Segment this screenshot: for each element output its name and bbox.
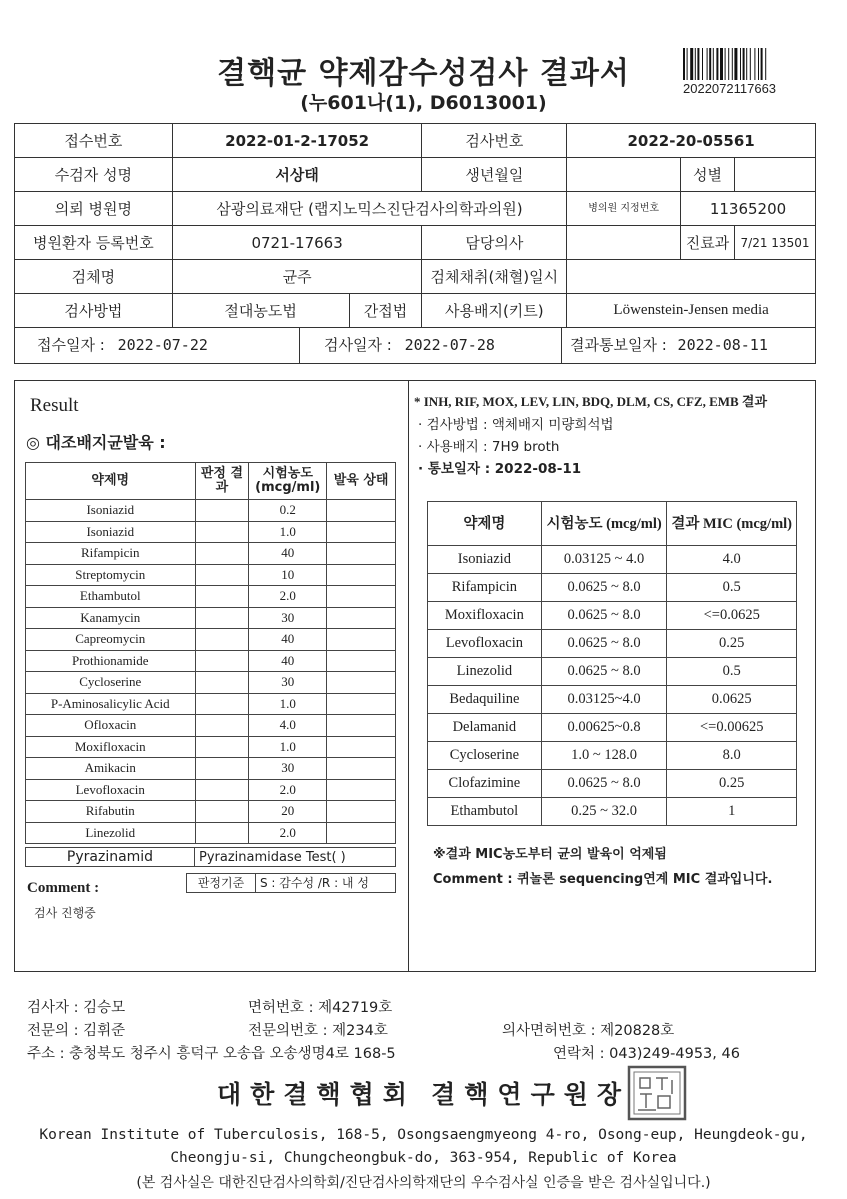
table-row xyxy=(428,714,797,742)
document-code: (누601나(1), D6013001) xyxy=(300,92,547,114)
judgement-result xyxy=(195,521,249,543)
media-value: Löwenstein-Jensen media xyxy=(567,294,816,328)
test-concentration: 2.0 xyxy=(249,586,327,608)
examiner: 검사자 : 김승모 xyxy=(27,1000,126,1016)
test-concentration: 2.0 xyxy=(249,779,327,801)
contact: 연락처 : 043)249-4953, 46 xyxy=(553,1046,740,1062)
specialist-no: 전문의번호 : 제234호 xyxy=(248,1023,388,1039)
test-concentration: 2.0 xyxy=(249,822,327,844)
progress-note: 검사 진행중 xyxy=(34,906,96,920)
section-divider xyxy=(408,380,409,972)
collection-value xyxy=(567,260,816,294)
result-heading: Result xyxy=(30,395,79,416)
mic-result: <=0.00625 xyxy=(667,714,797,742)
method-absolute: 절대농도법 xyxy=(172,294,349,328)
pyrazinamid-label: Pyrazinamid xyxy=(25,847,195,867)
table-row xyxy=(428,630,797,658)
test-concentration: 30 xyxy=(249,758,327,780)
hospital-code: 11365200 xyxy=(681,192,816,226)
sex-value xyxy=(735,158,816,192)
mic-drug-name: Bedaquiline xyxy=(428,686,542,714)
drug-name: Isoniazid xyxy=(26,500,196,522)
patient-info-table xyxy=(14,123,816,364)
table-row xyxy=(26,607,396,629)
growth-status xyxy=(327,629,396,651)
table-row xyxy=(428,686,797,714)
comment-label: Comment : xyxy=(27,880,100,896)
method-label: 검사방법 xyxy=(15,294,173,328)
drug-name: Streptomycin xyxy=(26,564,196,586)
growth-status xyxy=(327,801,396,823)
mic-drug-name: Levofloxacin xyxy=(428,630,542,658)
pyrazinamidase-test: Pyrazinamidase Test( ) xyxy=(195,847,396,867)
test-concentration: 1.0 xyxy=(249,736,327,758)
reported-date: 2022-08-11 xyxy=(677,336,768,354)
table-row xyxy=(26,521,396,543)
address-english-line2: Cheongju-si, Chungcheongbuk-do, 363-954, Republic of Korea xyxy=(170,1150,677,1166)
judgement-result xyxy=(195,693,249,715)
sex-label: 성별 xyxy=(681,158,735,192)
test-concentration: 20 xyxy=(249,801,327,823)
drug-name: Moxifloxacin xyxy=(26,736,196,758)
table-row xyxy=(26,650,396,672)
table-row xyxy=(428,742,797,770)
examiner-license: 면허번호 : 제42719호 xyxy=(248,1000,393,1016)
growth-status xyxy=(327,607,396,629)
specimen-label: 검체명 xyxy=(15,260,173,294)
mic-test-range: 0.00625~0.8 xyxy=(541,714,667,742)
judgement-value: S : 감수성 /R : 내 성 xyxy=(260,876,369,890)
judgement-label: 판정기준 xyxy=(187,874,256,892)
growth-status xyxy=(327,564,396,586)
hospital-name: 삼광의료재단 (랩지노믹스진단검사의학과의원) xyxy=(172,192,566,226)
judgement-result xyxy=(195,715,249,737)
doctor-value xyxy=(567,226,681,260)
mic-drug-name: Moxifloxacin xyxy=(428,602,542,630)
judgement-result xyxy=(195,650,249,672)
table-row xyxy=(428,574,797,602)
patient-reg-label: 병원환자 등록번호 xyxy=(15,226,173,260)
mic-note: ※결과 MIC농도부터 균의 발육이 억제됨 xyxy=(433,847,667,862)
mic-result: 0.5 xyxy=(667,574,797,602)
mic-comment: Comment : 퀴놀론 sequencing연계 MIC 결과입니다. xyxy=(433,872,773,887)
drug-name: Levofloxacin xyxy=(26,779,196,801)
growth-status xyxy=(327,500,396,522)
table-row xyxy=(26,758,396,780)
mic-test-range: 1.0 ~ 128.0 xyxy=(541,742,667,770)
table-row xyxy=(428,798,797,826)
growth-status xyxy=(327,736,396,758)
patient-reg-no: 0721-17663 xyxy=(172,226,422,260)
media-label: 사용배지(키트) xyxy=(422,294,567,328)
test-concentration: 40 xyxy=(249,629,327,651)
mic-col-drug-header: 약제명 xyxy=(428,502,542,546)
table-row xyxy=(26,693,396,715)
table-row xyxy=(26,672,396,694)
judgement-result xyxy=(195,564,249,586)
table-row xyxy=(428,546,797,574)
growth-status xyxy=(327,543,396,565)
dept-label: 진료과 xyxy=(681,226,735,260)
judgement-result xyxy=(195,607,249,629)
mic-result: 0.0625 xyxy=(667,686,797,714)
drug-name: Amikacin xyxy=(26,758,196,780)
drug-name: P-Aminosalicylic Acid xyxy=(26,693,196,715)
address: 주소 : 충청북도 청주시 흥덕구 오송읍 오송생명4로 168-5 xyxy=(27,1046,396,1062)
absolute-concentration-table xyxy=(25,462,396,844)
reported-label: 결과통보일자 : xyxy=(570,336,667,354)
patient-name-label: 수검자 성명 xyxy=(15,158,173,192)
mic-drug-name: Cycloserine xyxy=(428,742,542,770)
col-growth-header: 발육 상태 xyxy=(327,463,396,500)
mic-result: 4.0 xyxy=(667,546,797,574)
growth-status xyxy=(327,779,396,801)
growth-status xyxy=(327,822,396,844)
mic-drug-name: Ethambutol xyxy=(428,798,542,826)
control-growth-label: ◎ 대조배지균발육 : xyxy=(26,433,166,452)
table-row xyxy=(26,801,396,823)
reception-no-label: 접수번호 xyxy=(15,124,173,158)
doctor-label: 담당의사 xyxy=(422,226,567,260)
drug-name: Prothionamide xyxy=(26,650,196,672)
address-english-line1: Korean Institute of Tuberculosis, 168-5, Osongsaengmyeong 4-ro, Osong-eup, Heungdeok-gu, xyxy=(39,1127,808,1143)
table-row xyxy=(26,736,396,758)
drug-name: Isoniazid xyxy=(26,521,196,543)
mic-drug-name: Delamanid xyxy=(428,714,542,742)
test-concentration: 4.0 xyxy=(249,715,327,737)
mic-table xyxy=(427,501,797,826)
growth-status xyxy=(327,693,396,715)
table-row xyxy=(26,586,396,608)
specialist: 전문의 : 김휘준 xyxy=(27,1023,126,1039)
mic-result: 1 xyxy=(667,798,797,826)
specimen-value: 균주 xyxy=(172,260,422,294)
drug-name: Linezolid xyxy=(26,822,196,844)
mic-test-range: 0.25 ~ 32.0 xyxy=(541,798,667,826)
mic-drugs-line: * INH, RIF, MOX, LEV, LIN, BDQ, DLM, CS, CFZ, EMB 결과 xyxy=(414,394,768,409)
judgement-result xyxy=(195,672,249,694)
mic-drug-name: Isoniazid xyxy=(428,546,542,574)
official-seal xyxy=(626,1064,688,1122)
col-drug-header: 약제명 xyxy=(26,463,196,500)
table-row xyxy=(428,658,797,686)
mic-test-range: 0.03125~4.0 xyxy=(541,686,667,714)
mic-test-range: 0.03125 ~ 4.0 xyxy=(541,546,667,574)
collection-label: 검체채취(채혈)일시 xyxy=(422,260,567,294)
col-conc-header: 시험농도 (mcg/ml) xyxy=(249,463,327,500)
mic-result: 0.25 xyxy=(667,770,797,798)
table-row xyxy=(26,822,396,844)
test-concentration: 1.0 xyxy=(249,693,327,715)
table-row xyxy=(26,543,396,565)
table-row xyxy=(26,500,396,522)
birth-label: 생년월일 xyxy=(422,158,567,192)
judgement-result xyxy=(195,779,249,801)
table-row xyxy=(26,779,396,801)
growth-status xyxy=(327,715,396,737)
mic-test-range: 0.0625 ~ 8.0 xyxy=(541,574,667,602)
test-concentration: 10 xyxy=(249,564,327,586)
judgement-result xyxy=(195,586,249,608)
table-row xyxy=(26,715,396,737)
growth-status xyxy=(327,586,396,608)
mic-media-line: · 사용배지 : 7H9 broth xyxy=(418,439,560,455)
judgement-result xyxy=(195,736,249,758)
mic-col-range-header: 시험농도 (mcg/ml) xyxy=(541,502,667,546)
test-concentration: 30 xyxy=(249,607,327,629)
mic-result: 8.0 xyxy=(667,742,797,770)
drug-name: Ofloxacin xyxy=(26,715,196,737)
doctor-license: 의사면허번호 : 제20828호 xyxy=(502,1023,675,1039)
method-indirect: 간접법 xyxy=(349,294,422,328)
mic-result: <=0.0625 xyxy=(667,602,797,630)
growth-status xyxy=(327,650,396,672)
drug-name: Ethambutol xyxy=(26,586,196,608)
patient-name: 서상태 xyxy=(172,158,422,192)
test-concentration: 1.0 xyxy=(249,521,327,543)
growth-status xyxy=(327,672,396,694)
table-row xyxy=(26,564,396,586)
drug-name: Cycloserine xyxy=(26,672,196,694)
hospital-code-label: 병의원 지정번호 xyxy=(567,192,681,226)
mic-test-range: 0.0625 ~ 8.0 xyxy=(541,658,667,686)
mic-drug-name: Rifampicin xyxy=(428,574,542,602)
reception-no: 2022-01-2-17052 xyxy=(172,124,422,158)
judgement-criteria xyxy=(186,873,396,893)
mic-col-result-header: 결과 MIC (mcg/ml) xyxy=(667,502,797,546)
mic-test-range: 0.0625 ~ 8.0 xyxy=(541,770,667,798)
judgement-result xyxy=(195,500,249,522)
judgement-result xyxy=(195,801,249,823)
mic-result: 0.25 xyxy=(667,630,797,658)
mic-result: 0.5 xyxy=(667,658,797,686)
growth-status xyxy=(327,758,396,780)
mic-drug-name: Linezolid xyxy=(428,658,542,686)
mic-test-range: 0.0625 ~ 8.0 xyxy=(541,602,667,630)
table-row xyxy=(428,602,797,630)
drug-name: Rifampicin xyxy=(26,543,196,565)
test-concentration: 0.2 xyxy=(249,500,327,522)
mic-report-line: · 통보일자 : 2022-08-11 xyxy=(418,461,582,477)
organization-name: 대한결핵협회 결핵연구원장 xyxy=(216,1082,631,1109)
test-concentration: 30 xyxy=(249,672,327,694)
table-row xyxy=(428,770,797,798)
judgement-result xyxy=(195,822,249,844)
judgement-result xyxy=(195,758,249,780)
tested-date: 2022-07-28 xyxy=(404,336,495,354)
dept-value: 7/21 13501 xyxy=(735,226,816,260)
mic-drug-name: Clofazimine xyxy=(428,770,542,798)
barcode-number: 2022072117663 xyxy=(683,81,777,96)
drug-name: Rifabutin xyxy=(26,801,196,823)
hospital-label: 의뢰 병원명 xyxy=(15,192,173,226)
drug-name: Kanamycin xyxy=(26,607,196,629)
tested-label: 검사일자 : xyxy=(324,336,392,354)
col-result-header: 판정 결과 xyxy=(195,463,249,500)
received-label: 접수일자 : xyxy=(37,336,105,354)
document-title: 결핵균 약제감수성검사 결과서 xyxy=(217,56,630,91)
test-no: 2022-20-05561 xyxy=(567,124,816,158)
birth-value xyxy=(567,158,681,192)
judgement-result xyxy=(195,629,249,651)
test-no-label: 검사번호 xyxy=(422,124,567,158)
judgement-result xyxy=(195,543,249,565)
mic-test-range: 0.0625 ~ 8.0 xyxy=(541,630,667,658)
mic-method-line: · 검사방법 : 액체배지 미량희석법 xyxy=(418,417,614,433)
barcode xyxy=(683,48,803,80)
received-date: 2022-07-22 xyxy=(117,336,208,354)
test-concentration: 40 xyxy=(249,650,327,672)
growth-status xyxy=(327,521,396,543)
test-concentration: 40 xyxy=(249,543,327,565)
table-row xyxy=(26,629,396,651)
drug-name: Capreomycin xyxy=(26,629,196,651)
certification-note: (본 검사실은 대한진단검사의학회/진단검사의학재단의 우수검사실 인증을 받은 검사실입니다.) xyxy=(136,1175,711,1191)
